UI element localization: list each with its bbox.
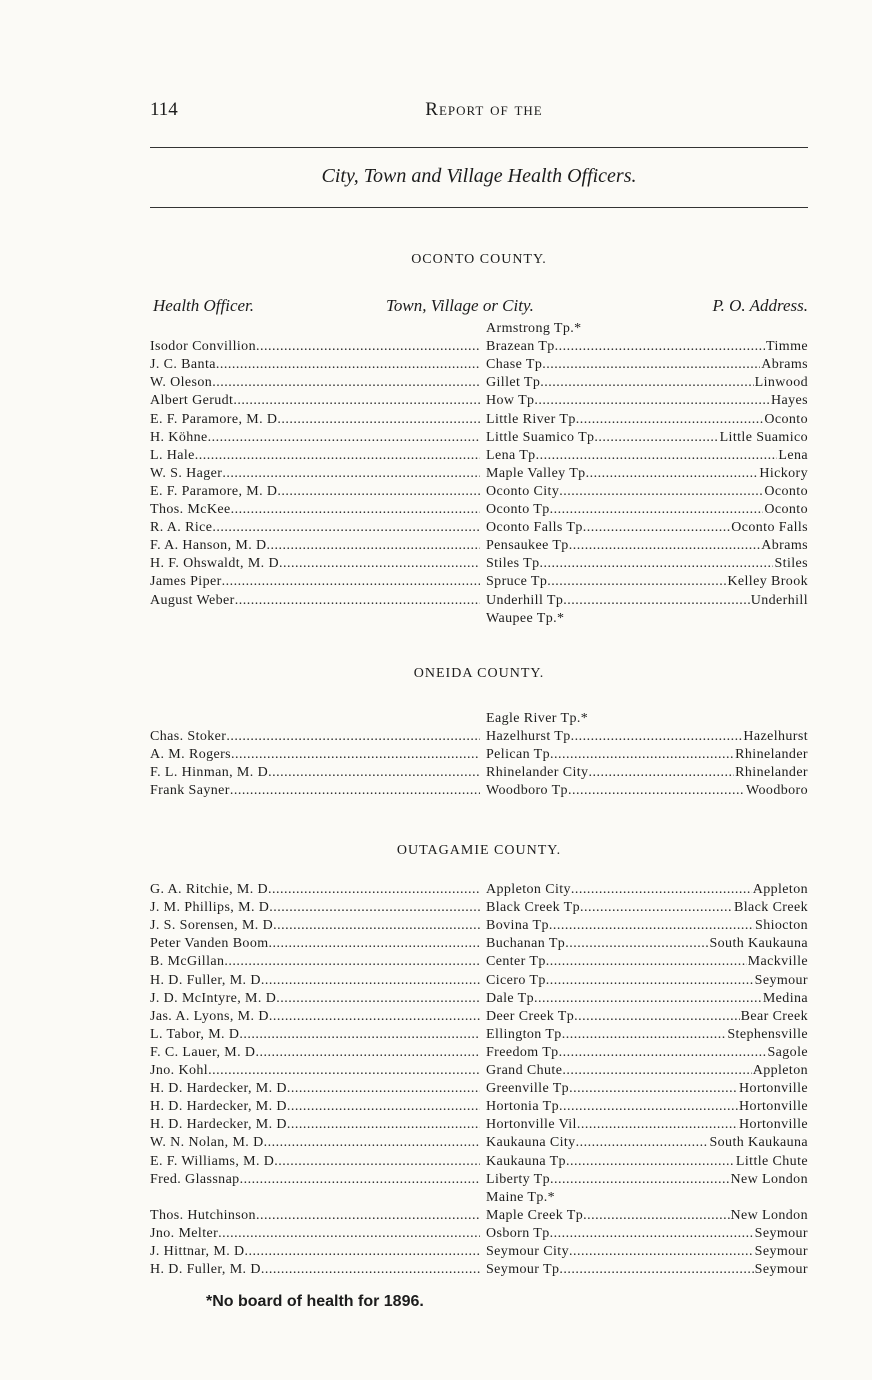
health-officer-name: F. C. Lauer, M. D ..... [150, 1044, 480, 1062]
town-and-address [486, 1116, 808, 1134]
post-office-address: Woodboro [746, 783, 808, 799]
post-office-address: South Kaukauna [709, 1135, 808, 1151]
town-without-board: Armstrong Tp.* [486, 321, 582, 336]
health-officer-name: R. A. Rice ..... [150, 519, 480, 537]
officer-row [150, 1243, 808, 1261]
town-village-city: Underhill Tp ..... [486, 593, 808, 608]
post-office-address: Seymour [754, 1262, 808, 1278]
post-office-address: Abrams [761, 357, 808, 373]
health-officer-name: H. D. Fuller, M. D ..... [150, 972, 480, 990]
health-officer-name: J. C. Banta ..... [150, 356, 480, 374]
town-village-city: Oconto City ..... [486, 484, 808, 499]
top-rule [150, 147, 808, 148]
town-village-city: Little River Tp ..... [486, 412, 808, 427]
footnote: *No board of health for 1896. [206, 1293, 424, 1310]
town-and-address [486, 592, 808, 610]
town-without-board: Maine Tp.* [486, 1189, 556, 1205]
post-office-address: Timme [766, 339, 808, 355]
town-and-address [486, 483, 808, 501]
town-and-address [486, 1225, 808, 1243]
post-office-address: Hortonville [739, 1081, 808, 1097]
town-village-city: Appleton City ..... [486, 882, 808, 897]
town-village-city: Bovina Tp ..... [486, 918, 808, 933]
officer-row [150, 356, 808, 374]
post-office-address: Hortonville [739, 1099, 808, 1115]
health-officer-name: August Weber ..... [150, 592, 480, 610]
town-village-city: Oconto Falls Tp ..... [486, 520, 808, 535]
post-office-address: Sagole [767, 1044, 808, 1060]
post-office-address: Medina [762, 990, 808, 1006]
health-officer-name: Isodor Convillion ..... [150, 338, 480, 356]
town-and-address [486, 1026, 808, 1044]
town-and-address [486, 411, 808, 429]
officer-row [150, 592, 808, 610]
post-office-address: Stephensville [727, 1026, 808, 1042]
town-and-address [486, 392, 808, 410]
officer-row [150, 537, 808, 555]
county-heading: OCONTO COUNTY. [411, 252, 547, 267]
officer-row [150, 1225, 808, 1243]
officer-row [150, 465, 808, 483]
officer-row [150, 972, 808, 990]
town-village-city: Liberty Tp ..... [486, 1172, 808, 1187]
section-rule [150, 207, 808, 208]
health-officer-name: E. F. Williams, M. D ..... [150, 1153, 480, 1171]
officer-row [150, 990, 808, 1008]
town-and-address [486, 356, 808, 374]
town-and-address [486, 1243, 808, 1261]
officer-row [150, 728, 808, 746]
officer-row [150, 573, 808, 591]
town-village-city: Kaukauna Tp ..... [486, 1154, 808, 1169]
officer-row [150, 935, 808, 953]
health-officer-name: H. D. Hardecker, M. D ..... [150, 1098, 480, 1116]
town-and-address [486, 764, 808, 782]
town-and-address [486, 953, 808, 971]
post-office-address: Oconto Falls [731, 520, 808, 536]
post-office-address: Black Creek [734, 900, 808, 916]
officer-row [150, 374, 808, 392]
officer-row [150, 1189, 808, 1207]
post-office-address: Appleton [752, 1063, 808, 1078]
officer-row [150, 1153, 808, 1171]
health-officer-name: H. Köhne ..... [150, 429, 480, 447]
officer-row [150, 1134, 808, 1152]
town-and-address [486, 374, 808, 392]
town-village-city: Woodboro Tp ..... [486, 783, 808, 798]
town-village-city: Maple Creek Tp ..... [486, 1208, 808, 1223]
town-village-city: Seymour City ..... [486, 1244, 808, 1259]
post-office-address: Rhinelander [735, 765, 808, 781]
town-village-city: Oconto Tp ..... [486, 502, 808, 517]
officer-row [150, 764, 808, 782]
town-and-address [486, 782, 808, 800]
health-officer-name: W. S. Hager ..... [150, 465, 480, 483]
town-and-address [486, 573, 808, 591]
health-officer-name: F. L. Hinman, M. D ..... [150, 764, 480, 782]
officer-row [150, 746, 808, 764]
town-without-board: Eagle River Tp.* [486, 711, 589, 726]
post-office-address: Stiles [774, 556, 808, 572]
town-and-address [486, 447, 808, 465]
post-office-address: South Kaukauna [709, 936, 808, 952]
officer-row [150, 1098, 808, 1116]
town-without-board: Waupee Tp.* [486, 610, 565, 626]
health-officer-name: G. A. Ritchie, M. D ..... [150, 881, 480, 899]
post-office-address: Hayes [771, 393, 808, 409]
town-and-address [486, 972, 808, 990]
town-and-address [486, 501, 808, 519]
town-village-city: Greenville Tp ..... [486, 1081, 808, 1096]
health-officer-name: Jno. Melter ..... [150, 1225, 480, 1243]
officer-row [150, 917, 808, 935]
town-and-address [486, 1153, 808, 1171]
post-office-address: New London [730, 1171, 808, 1187]
post-office-address: Hickory [759, 465, 808, 481]
town-village-city: Pensaukee Tp ..... [486, 538, 808, 553]
post-office-address: Oconto [764, 502, 808, 517]
town-village-city: Center Tp ..... [486, 954, 808, 969]
officer-row [150, 1044, 808, 1062]
officer-row [150, 320, 808, 338]
health-officer-name: Jas. A. Lyons, M. D ..... [150, 1008, 480, 1026]
health-officer-name: Fred. Glassnap ..... [150, 1171, 480, 1189]
town-village-city: Spruce Tp ..... [486, 574, 808, 589]
town-and-address [486, 1044, 808, 1062]
health-officer-name: W. Oleson ..... [150, 374, 480, 392]
post-office-address: New London [730, 1207, 808, 1223]
officer-row [150, 429, 808, 447]
town-village-city: Ellington Tp ..... [486, 1027, 808, 1042]
column-header-officer: Health Officer. [153, 296, 255, 315]
post-office-address: Hortonville [739, 1117, 808, 1133]
officer-row [150, 501, 808, 519]
officer-row [150, 899, 808, 917]
town-and-address [486, 519, 808, 537]
town-and-address [486, 917, 808, 935]
county-heading: OUTAGAMIE COUNTY. [396, 843, 562, 858]
health-officer-name: J. D. McIntyre, M. D ..... [150, 990, 480, 1008]
town-village-city: Cicero Tp ..... [486, 973, 808, 988]
health-officer-name: F. A. Hanson, M. D ..... [150, 537, 480, 555]
health-officer-name: Albert Gerudt ..... [150, 392, 480, 410]
health-officer-name: E. F. Paramore, M. D ..... [150, 411, 480, 429]
officer-row [150, 411, 808, 429]
column-header-address: P. O. Address. [712, 296, 808, 315]
town-village-city: Hortonville Vil ..... [486, 1117, 808, 1132]
post-office-address: Hazelhurst [743, 729, 808, 745]
officer-row [150, 953, 808, 971]
health-officer-name: H. D. Hardecker, M. D ..... [150, 1080, 480, 1098]
health-officer-name: H. D. Fuller, M. D ..... [150, 1261, 480, 1279]
town-and-address [486, 555, 808, 573]
post-office-address: Oconto [764, 411, 808, 427]
health-officer-name: Peter Vanden Boom ..... [150, 935, 480, 953]
town-and-address [486, 728, 808, 746]
post-office-address: Abrams [761, 538, 808, 554]
town-and-address [486, 1062, 808, 1080]
post-office-address: Lena [778, 447, 808, 463]
health-officer-name: E. F. Paramore, M. D ..... [150, 483, 480, 501]
post-office-address: Kelley Brook [727, 574, 808, 590]
running-head: Report of the [425, 99, 543, 120]
health-officer-name: A. M. Rogers ..... [150, 746, 480, 764]
post-office-address: Bear Creek [740, 1008, 808, 1024]
officer-row [150, 782, 808, 800]
section-title: City, Town and Village Health Officers. [321, 165, 637, 187]
town-village-city: Kaukauna City ..... [486, 1135, 808, 1150]
post-office-address: Appleton [752, 882, 808, 897]
officer-row [150, 610, 808, 628]
officer-row [150, 1261, 808, 1279]
officer-row [150, 1116, 808, 1134]
health-officer-name: Jno. Kohl ..... [150, 1062, 480, 1080]
town-and-address [486, 935, 808, 953]
officer-row [150, 338, 808, 356]
town-village-city: Deer Creek Tp ..... [486, 1009, 808, 1024]
town-and-address [486, 1171, 808, 1189]
town-and-address [486, 1098, 808, 1116]
post-office-address: Little Suamico [719, 429, 808, 445]
town-village-city: Grand Chute ..... [486, 1063, 808, 1078]
town-and-address [486, 1261, 808, 1279]
post-office-address: Linwood [754, 375, 808, 391]
post-office-address: Seymour [754, 1225, 808, 1241]
town-and-address [486, 1134, 808, 1152]
town-village-city: Black Creek Tp ..... [486, 900, 808, 915]
officer-row [150, 392, 808, 410]
town-and-address [486, 990, 808, 1008]
health-officer-name: James Piper ..... [150, 573, 480, 591]
post-office-address: Rhinelander [735, 747, 808, 763]
town-and-address [486, 338, 808, 356]
post-office-address: Oconto [764, 483, 808, 499]
town-village-city: Dale Tp ..... [486, 991, 808, 1006]
officer-row [150, 1207, 808, 1225]
town-and-address [486, 537, 808, 555]
town-village-city: Osborn Tp ..... [486, 1226, 808, 1241]
town-village-city: Freedom Tp ..... [486, 1045, 808, 1060]
town-village-city: Buchanan Tp ..... [486, 936, 808, 951]
health-officer-name: Frank Sayner ..... [150, 782, 480, 800]
post-office-address: Seymour [754, 972, 808, 988]
officer-row [150, 1080, 808, 1098]
health-officer-name: J. Hittnar, M. D ..... [150, 1243, 480, 1261]
town-village-city: Stiles Tp ..... [486, 556, 808, 571]
town-and-address [486, 881, 808, 899]
town-village-city: Seymour Tp ..... [486, 1262, 808, 1277]
town-and-address [486, 465, 808, 483]
officer-row [150, 1171, 808, 1189]
officer-row [150, 447, 808, 465]
health-officer-name: L. Hale ..... [150, 447, 480, 465]
town-village-city: Chase Tp ..... [486, 357, 808, 372]
officer-row [150, 881, 808, 899]
officer-row [150, 710, 808, 728]
county-heading: ONEIDA COUNTY. [413, 666, 545, 681]
town-village-city: Lena Tp ..... [486, 448, 808, 463]
health-officer-name: W. N. Nolan, M. D ..... [150, 1134, 480, 1152]
health-officer-name: B. McGillan ..... [150, 953, 480, 971]
page-number: 114 [150, 99, 178, 120]
town-and-address [486, 1008, 808, 1026]
column-header-town: Town, Village or City. [386, 296, 534, 315]
town-and-address [486, 1080, 808, 1098]
town-village-city: Hazelhurst Tp ..... [486, 729, 808, 744]
health-officer-name: Chas. Stoker ..... [150, 728, 480, 746]
town-and-address [486, 1207, 808, 1225]
town-village-city: Hortonia Tp ..... [486, 1099, 808, 1114]
health-officer-name: Thos. Hutchinson ..... [150, 1207, 480, 1225]
town-village-city: How Tp ..... [486, 393, 808, 408]
post-office-address: Underhill [750, 592, 808, 608]
officer-row [150, 1026, 808, 1044]
health-officer-name: J. M. Phillips, M. D ..... [150, 899, 480, 917]
town-village-city: Gillet Tp ..... [486, 375, 808, 390]
town-and-address [486, 429, 808, 447]
health-officer-name: L. Tabor, M. D ..... [150, 1026, 480, 1044]
post-office-address: Little Chute [735, 1153, 808, 1169]
town-and-address [486, 746, 808, 764]
post-office-address: Seymour [754, 1244, 808, 1259]
health-officer-name: Thos. McKee ..... [150, 501, 480, 519]
officer-row [150, 483, 808, 501]
town-and-address [486, 899, 808, 917]
town-village-city: Rhinelander City ..... [486, 765, 808, 780]
town-village-city: Maple Valley Tp ..... [486, 466, 808, 481]
post-office-address: Shiocton [755, 918, 808, 934]
health-officer-name: H. D. Hardecker, M. D ..... [150, 1116, 480, 1134]
post-office-address: Mackville [747, 954, 808, 970]
officer-row [150, 1008, 808, 1026]
officer-row [150, 1062, 808, 1080]
health-officer-name: J. S. Sorensen, M. D ..... [150, 917, 480, 935]
health-officer-name: H. F. Ohswaldt, M. D ..... [150, 555, 480, 573]
officer-row [150, 519, 808, 537]
town-village-city: Brazean Tp ..... [486, 339, 808, 354]
town-village-city: Little Suamico Tp ..... [486, 430, 808, 445]
town-village-city: Pelican Tp ..... [486, 747, 808, 762]
officer-row [150, 555, 808, 573]
